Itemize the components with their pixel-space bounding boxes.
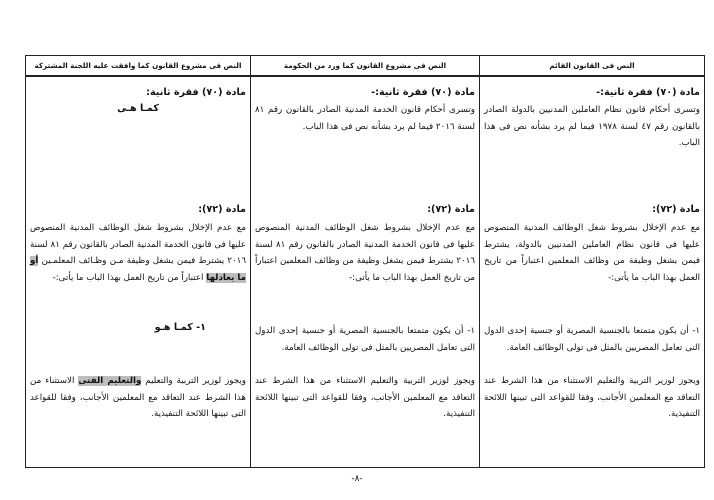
comparison-table — [25, 55, 705, 468]
current-exception-text: ويجوز لوزير التربية والتعليم الاستثناء من هذا الشرط عند التعاقد مع المعلمين الأجانب، وفقا للقواعد التى تبينها اللائحة التنفيذية. — [484, 376, 700, 420]
header-committee-draft: النص فى مشروع القانون كما وافقت عليه اللجنة المشتركة — [26, 56, 251, 77]
government-draft-cell — [251, 76, 480, 468]
header-government-draft: النص فى مشروع القانون كما ورد من الحكومة — [251, 56, 480, 77]
committee-art70-same: كمـا هـى — [117, 103, 159, 114]
government-art72-heading: مادة (٧٢): — [427, 204, 475, 215]
committee-art72-text-part2: اعتباراً من تاريخ العمل بهذا الباب ما يأتى:- — [52, 273, 204, 284]
committee-draft-cell — [26, 76, 251, 468]
committee-exception-part1: ويجوز لوزير التربية والتعليم — [145, 376, 246, 386]
current-law-cell — [480, 76, 705, 468]
committee-exception-text — [30, 373, 246, 423]
current-item1-text: ١- أن يكون متمتعا بالجنسية المصرية أو جنسية إحدى الدول التى تعامل المصريين بالمثل فى تولى الوظائف العامة. — [484, 326, 700, 353]
committee-art72-text-part1: مع عدم الإخلال بشروط شغل الوظائف المدنية المنصوص عليها فى قانون الخدمة المدنية الصادر بالقانون رقم ٨١ لسنة ٢٠١٦ يشترط فيمن يشغل وظيفة مـن وظـائف المعلمـين — [30, 223, 246, 267]
comparison-table-frame — [25, 55, 704, 467]
government-art72-text: مع عدم الإخلال بشروط شغل الوظائف المدنية المنصوص عليها فى قانون الخدمة المدنية الصادر بالقانون رقم ٨١ لسنة ٢٠١٦ يشترط فيمن يشغل وظيفة من وظائف المعلمين اعتباراً من تاريخ العمل بهذا الباب ما يأتى:- — [255, 223, 475, 284]
government-exception-text: ويجوز لوزير التربية والتعليم الاستثناء من هذا الشرط عند التعاقد مع المعلمين الأجانب، وفقا للقواعد التى تبينها اللائحة التنفيذية. — [255, 376, 475, 420]
header-current-law: النص فى القانون القائم — [480, 56, 705, 77]
committee-exception-part2: الاستثناء من هذا الشرط عند التعاقد مع المعلمين الأجانب، وفقا للقواعد التى تبينها اللائحة التنفيذية. — [30, 376, 246, 420]
committee-item1-same: ١- كمـا هـو — [154, 322, 206, 333]
header-row — [26, 56, 705, 77]
committee-exception-highlight: والتعليم الفنى — [78, 376, 142, 386]
government-item1-text: ١- أن يكون متمتعا بالجنسية المصرية أو جنسية إحدى الدول التى تعامل المصريين بالمثل فى تولى الوظائف العامة. — [255, 326, 475, 353]
committee-art72-heading: مادة (٧٢): — [198, 204, 246, 215]
committee-art72-highlight: أو ما يعادلها — [30, 256, 246, 284]
committee-art72-text — [30, 220, 246, 287]
government-art70-text: وتسرى أحكام قانون الخدمة المدنية الصادر بالقانون رقم ٨١ لسنة ٢٠١٦ فيما لم يرد بشأنه نص فى هذا الباب. — [255, 105, 475, 132]
current-art72-heading: مادة (٧٢): — [652, 204, 700, 215]
current-art70-heading: مادة (٧٠) فقرة ثانية:- — [596, 87, 700, 98]
current-art70-text: وتسرى أحكام قانون نظام العاملين المدنيين بالدولة الصادر بالقانون رقم ٤٧ لسنة ١٩٧٨ فيما لم يرد بشأنه نص فى هذا الباب. — [484, 105, 701, 149]
committee-art70-heading: مادة (٧٠) فقرة ثانية: — [146, 87, 246, 98]
content-row — [26, 76, 705, 468]
page-number: -٨- — [351, 474, 363, 484]
current-art72-text: مع عدم الإخلال بشروط شغل الوظائف المدنية المنصوص عليها فى قانون نظام العاملين المدنيين بالدولة، يشترط فيمن يشغل وظيفة من وظائف المعلمين اعتباراً من تاريخ العمل بهذا الباب ما يأتى:- — [484, 223, 700, 284]
government-art70-heading: مادة (٧٠) فقرة ثانية:- — [371, 87, 475, 98]
